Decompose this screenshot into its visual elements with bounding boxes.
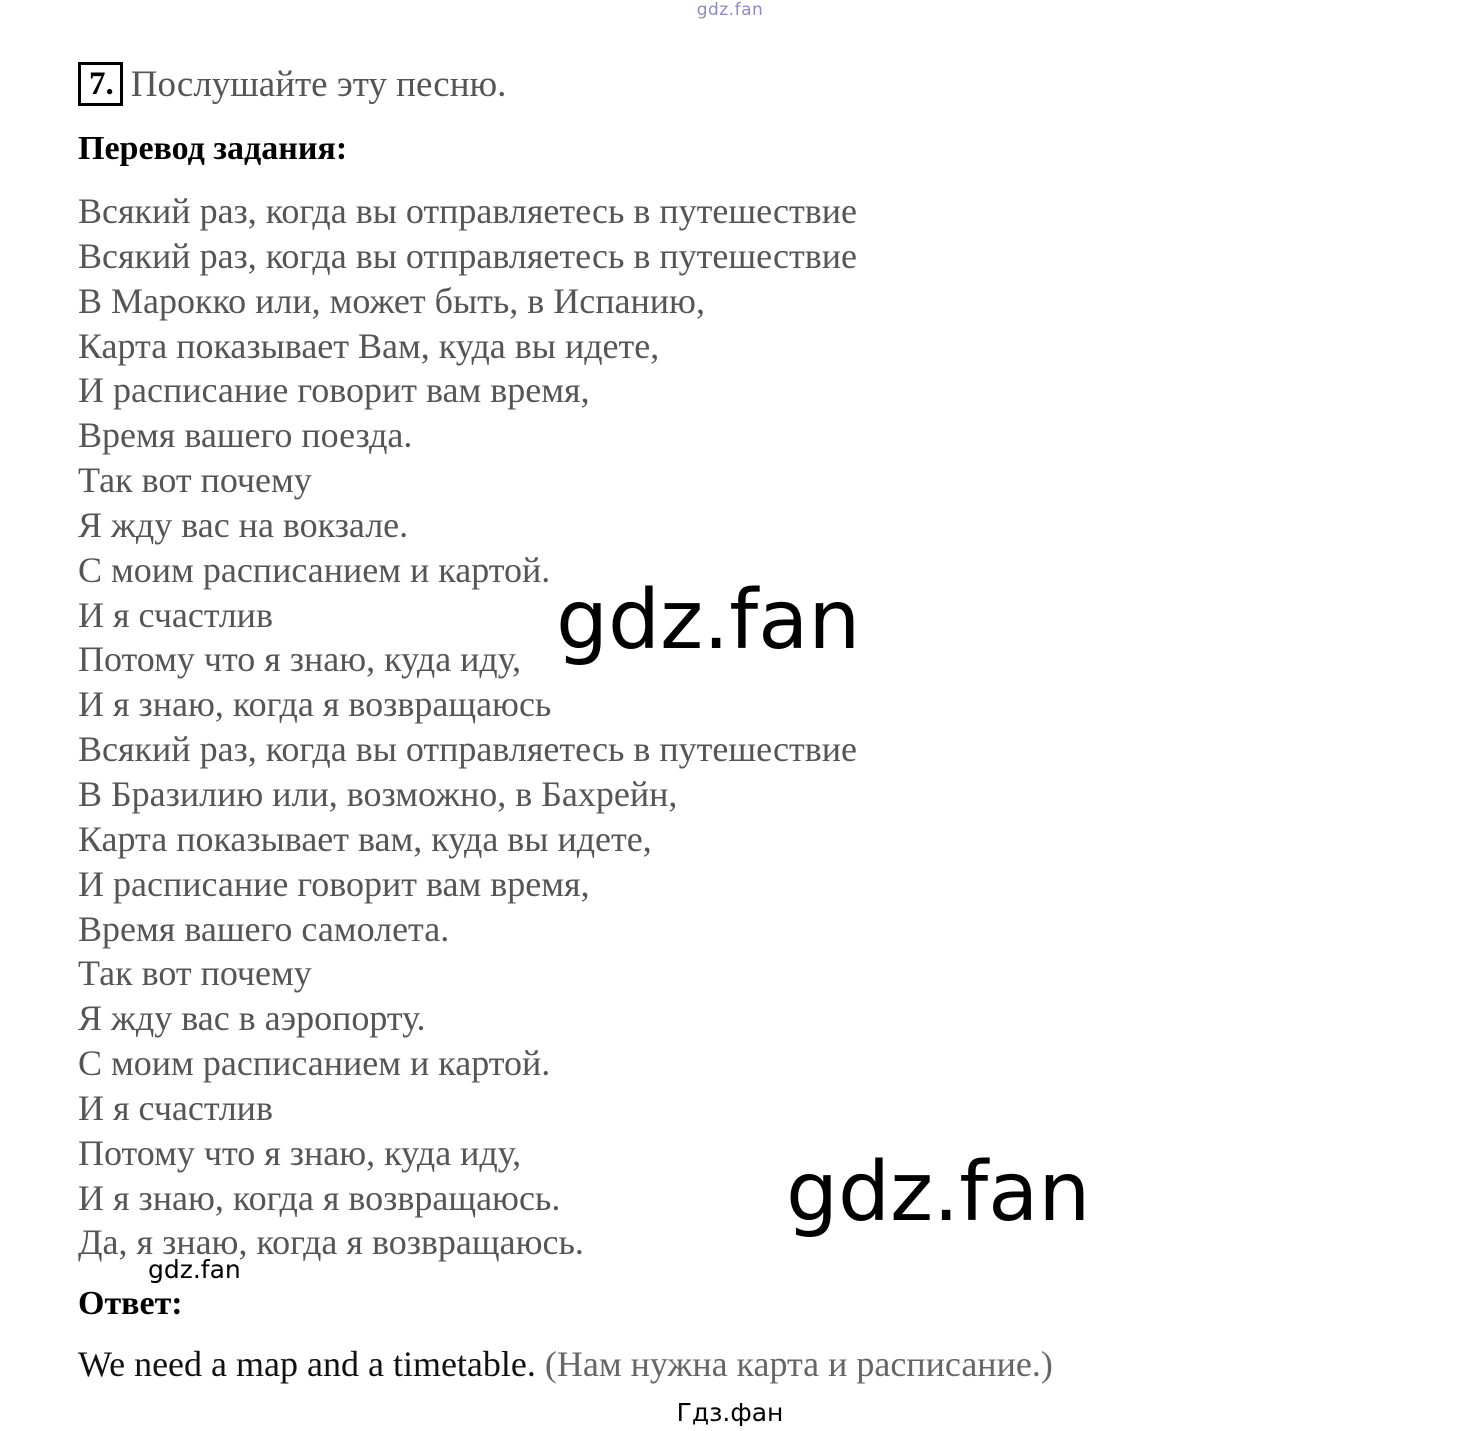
song-line: Всякий раз, когда вы отправляетесь в путешествие <box>78 235 857 276</box>
translation-label: Перевод задания: <box>78 130 348 167</box>
song-line: В Бразилию или, возможно, в Бахрейн, <box>78 773 678 814</box>
watermark-bottom: Гдз.фан <box>676 1398 784 1427</box>
song-line: Потому что я знаю, куда иду, <box>78 1132 522 1173</box>
song-line: И я знаю, когда я возвращаюсь. <box>78 1177 561 1218</box>
song-line: Потому что я знаю, куда иду, <box>78 639 522 680</box>
song-line: Карта показывает Вам, куда вы идете, <box>78 325 660 366</box>
watermark-lower: gdz.fan <box>786 1145 1091 1240</box>
answer-russian: (Нам нужна карта и расписание.) <box>544 1344 1053 1384</box>
song-line: И я счастлив <box>78 594 273 635</box>
task-instruction: Послушайте эту песню. <box>130 63 507 105</box>
song-translation <box>78 189 857 1265</box>
song-line: Всякий раз, когда вы отправляетесь в путешествие <box>78 191 857 231</box>
watermark-small: gdz.fan <box>148 1255 241 1284</box>
watermark-top: gdz.fan <box>696 0 764 20</box>
song-line: И я счастлив <box>78 1087 273 1128</box>
song-line: И я знаю, когда я возвращаюсь <box>78 684 552 725</box>
song-line: Время вашего самолета. <box>78 908 450 949</box>
answer-text <box>78 1343 1053 1385</box>
song-line: Я жду вас в аэропорту. <box>78 998 426 1039</box>
song-line: И расписание говорит вам время, <box>78 863 590 904</box>
song-line: Всякий раз, когда вы отправляетесь в путешествие <box>78 729 857 770</box>
task-number: 7. <box>78 62 123 106</box>
song-line: В Марокко или, может быть, в Испанию, <box>78 280 705 321</box>
song-line: Так вот почему <box>78 460 312 501</box>
task-header <box>78 62 506 106</box>
song-line: Я жду вас на вокзале. <box>78 504 409 545</box>
song-line: И расписание говорит вам время, <box>78 370 590 411</box>
song-line: Карта показывает вам, куда вы идете, <box>78 818 652 859</box>
song-line: С моим расписанием и картой. <box>78 1043 551 1084</box>
watermark-mid: gdz.fan <box>556 573 861 668</box>
answer-label: Ответ: <box>78 1285 183 1322</box>
song-line: Так вот почему <box>78 953 312 994</box>
song-line: С моим расписанием и картой. <box>78 549 551 590</box>
song-line: Время вашего поезда. <box>78 415 413 456</box>
answer-english: We need a map and a timetable. <box>78 1344 536 1384</box>
song-line: Да, я знаю, когда я возвращаюсь. <box>78 1222 584 1263</box>
